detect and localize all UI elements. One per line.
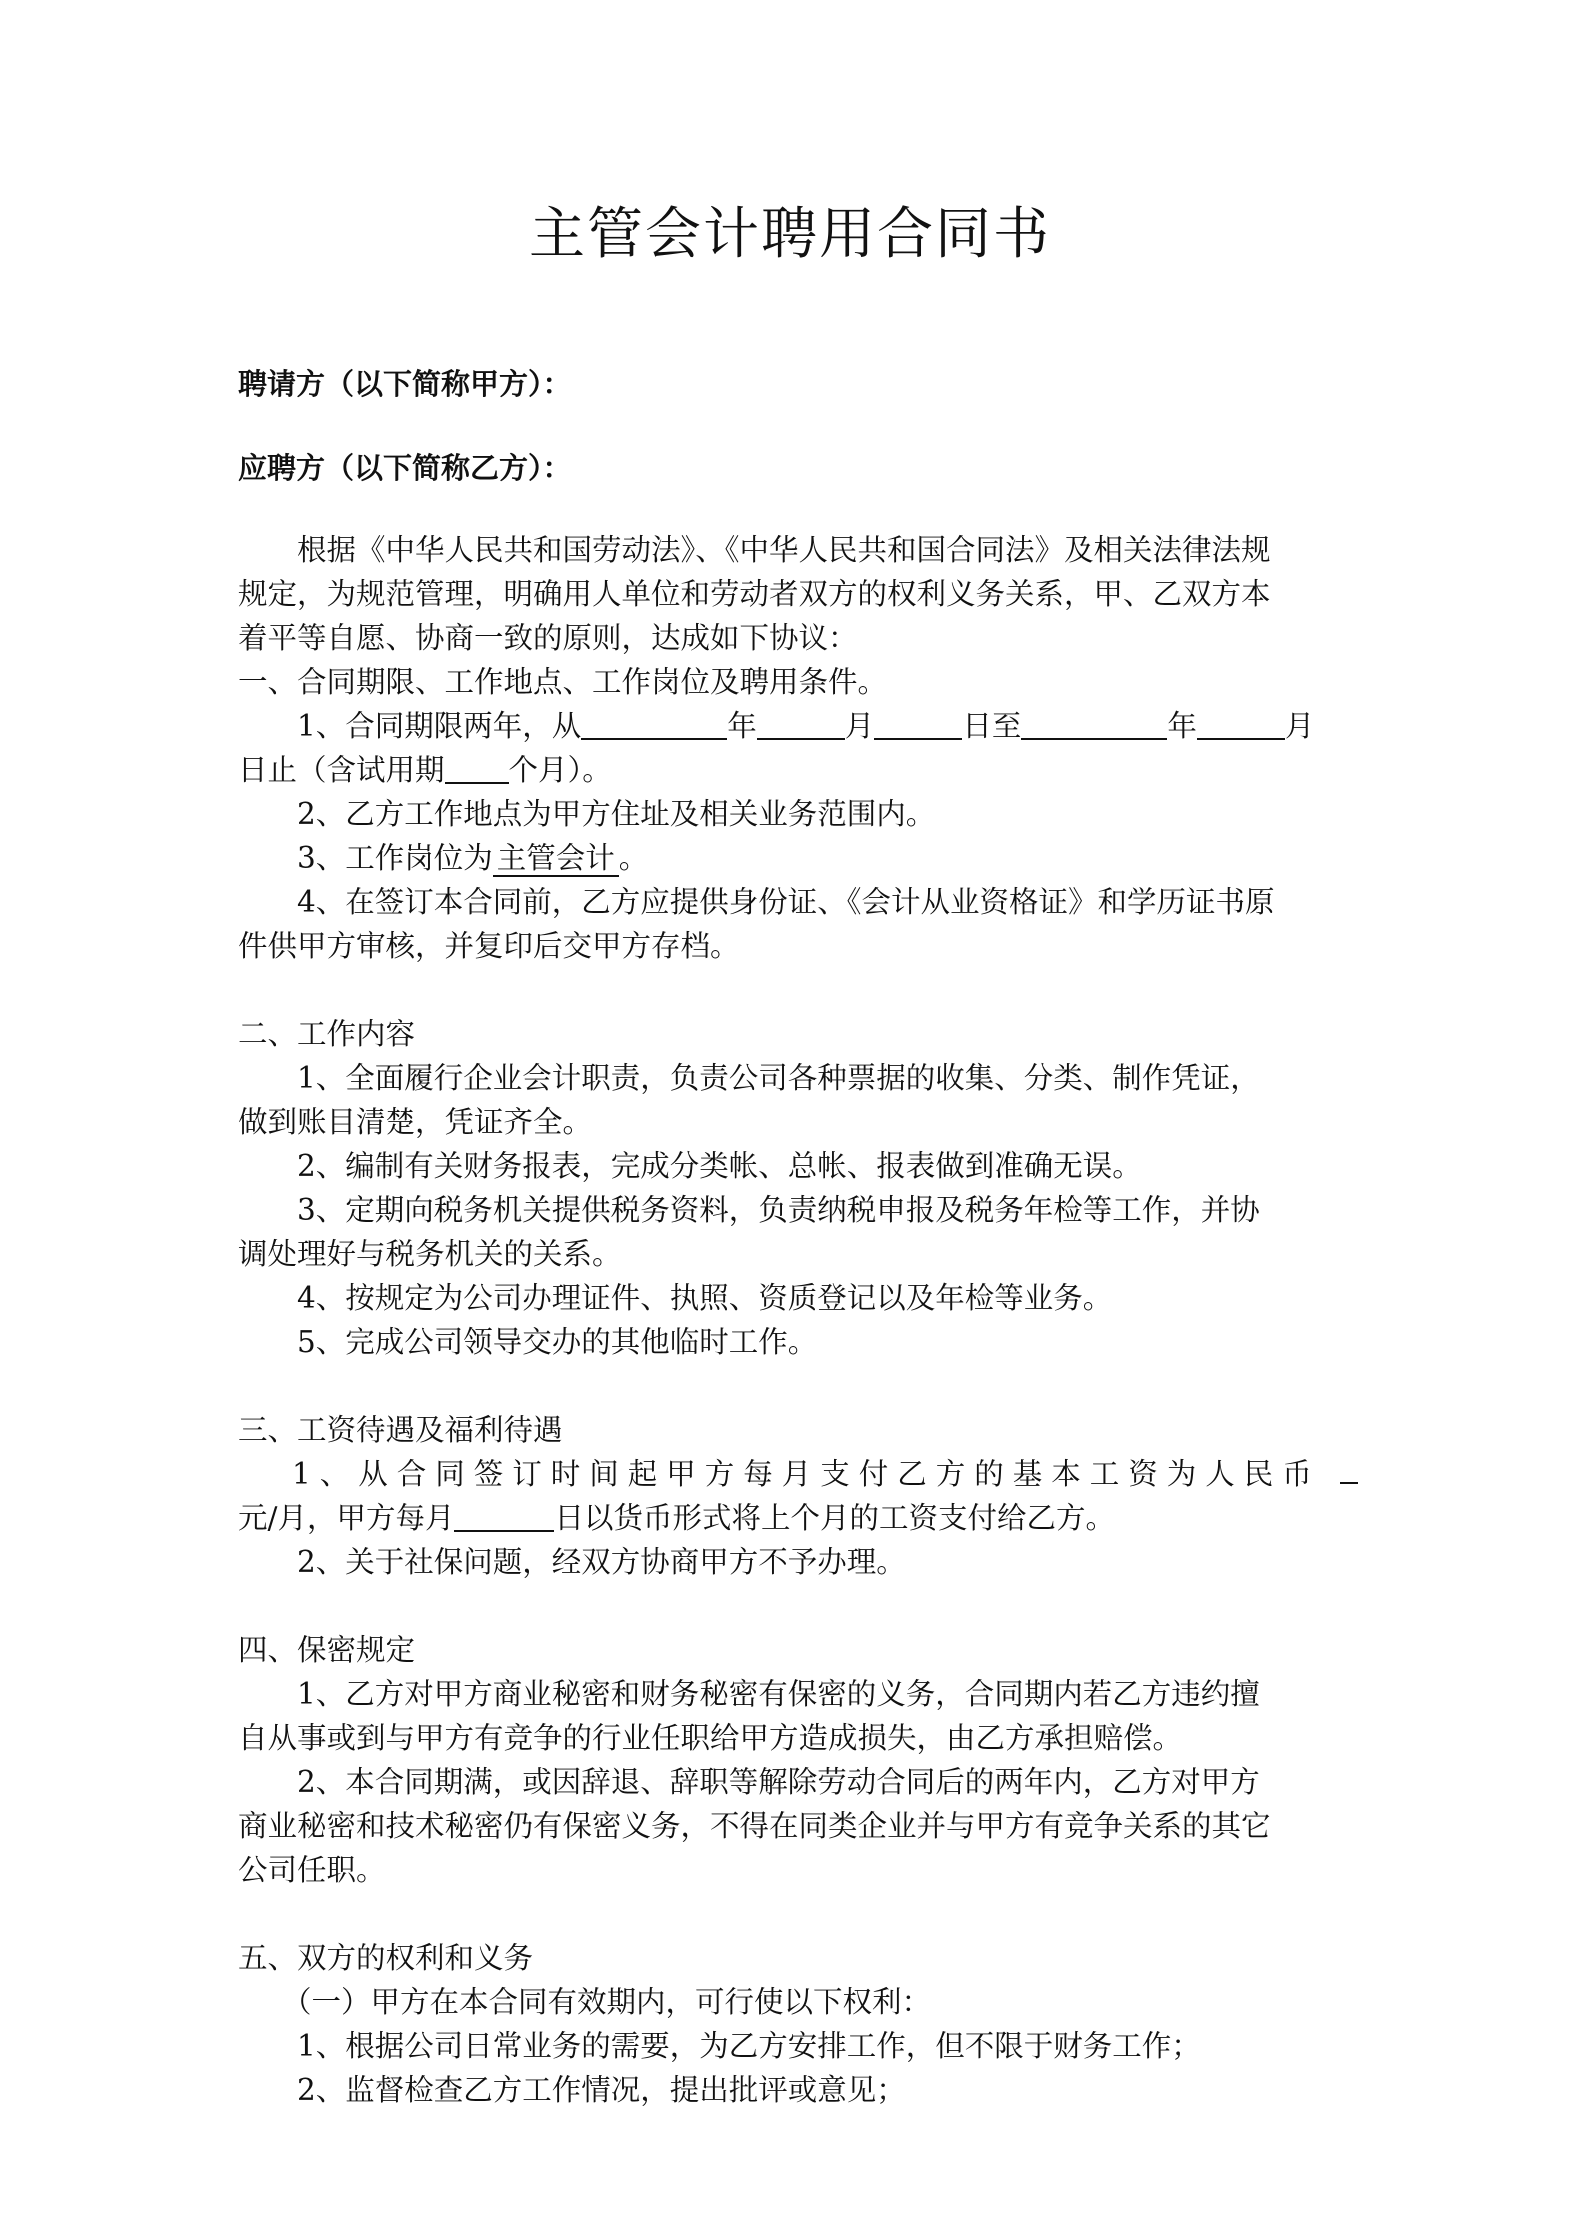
salary-amount-blank [1340,1452,1358,1484]
section-1-item-1-cont: 日止（含试用期 个月）。 [238,753,612,787]
section-2-item-4: 4、按规定为公司办理证件、执照、资质登记以及年检等业务。 [297,1281,1113,1315]
intro-line-1: 根据《中华人民共和国劳动法》、《中华人民共和国合同法》及相关法律法规 [297,533,1271,567]
employee-line: 应聘方（以下简称乙方）： [238,451,572,485]
section-4-item-2-cont-2: 公司任职。 [238,1853,386,1887]
section-1-heading: 一、合同期限、工作地点、工作岗位及聘用条件。 [238,665,888,699]
pay-day-blank [454,1500,554,1532]
section-1-item-2: 2、乙方工作地点为甲方住址及相关业务范围内。 [297,797,936,831]
section-5-item-1: 1、根据公司日常业务的需要，为乙方安排工作，但不限于财务工作； [297,2029,1201,2063]
section-3-item-1: 1、从合同签订时间起甲方每月支付乙方的基本工资为人民币 [238,1452,1358,1496]
section-5-sub-1: （一）甲方在本合同有效期内，可行使以下权利： [282,1985,932,2019]
section-1-item-4-cont: 件供甲方审核，并复印后交甲方存档。 [238,929,740,963]
intro-line-3: 着平等自愿、协商一致的原则，达成如下协议： [238,621,858,655]
section-4-item-1-cont: 自从事或到与甲方有竞争的行业任职给甲方造成损失，由乙方承担赔偿。 [238,1721,1183,1755]
start-month-blank [757,708,845,740]
section-2-item-3-cont: 调处理好与税务机关的关系。 [238,1237,622,1271]
section-2-item-5: 5、完成公司领导交办的其他临时工作。 [297,1325,818,1359]
probation-months-blank [445,752,509,784]
section-3-item-2: 2、关于社保问题，经双方协商甲方不予办理。 [297,1545,906,1579]
end-month-blank [1197,708,1285,740]
start-year-blank [581,708,727,740]
section-2-item-1: 1、全面履行企业会计职责，负责公司各种票据的收集、分类、制作凭证， [297,1061,1260,1095]
section-4-item-2: 2、本合同期满，或因辞退、辞职等解除劳动合同后的两年内，乙方对甲方 [297,1765,1260,1799]
section-4-item-2-cont: 商业秘密和技术秘密仍有保密义务，不得在同类企业并与甲方有竞争关系的其它 [238,1809,1271,1843]
section-3-item-1-cont: 元/月，甲方每月 日以货币形式将上个月的工资支付给乙方。 [238,1501,1115,1535]
position-value: 主管会计 [493,841,619,877]
section-4-item-1: 1、乙方对甲方商业秘密和财务秘密有保密的义务，合同期内若乙方违约擅 [297,1677,1260,1711]
section-4-heading: 四、保密规定 [238,1633,416,1667]
section-5-item-2: 2、监督检查乙方工作情况，提出批评或意见； [297,2073,906,2107]
section-2-heading: 二、工作内容 [238,1017,416,1051]
section-2-item-3: 3、定期向税务机关提供税务资料，负责纳税申报及税务年检等工作，并协 [297,1193,1260,1227]
start-day-blank [874,708,962,740]
intro-line-2: 规定，为规范管理，明确用人单位和劳动者双方的权利义务关系，甲、乙双方本 [238,577,1271,611]
section-1-item-1: 1、合同期限两年，从 年 月 日至 年 月 [297,709,1315,743]
section-3-heading: 三、工资待遇及福利待遇 [238,1413,563,1447]
end-year-blank [1021,708,1167,740]
section-1-item-4: 4、在签订本合同前，乙方应提供身份证、《会计从业资格证》和学历证书原 [297,885,1275,919]
employer-line: 聘请方（以下简称甲方）： [238,367,572,401]
section-1-item-3: 3、工作岗位为 主管会计 。 [297,841,649,875]
contract-body [238,528,1358,2112]
section-2-item-1-cont: 做到账目清楚，凭证齐全。 [238,1105,593,1139]
document-title: 主管会计聘用合同书 [529,202,1051,267]
section-5-heading: 五、双方的权利和义务 [238,1941,534,1975]
section-2-item-2: 2、编制有关财务报表，完成分类帐、总帐、报表做到准确无误。 [297,1149,1142,1183]
